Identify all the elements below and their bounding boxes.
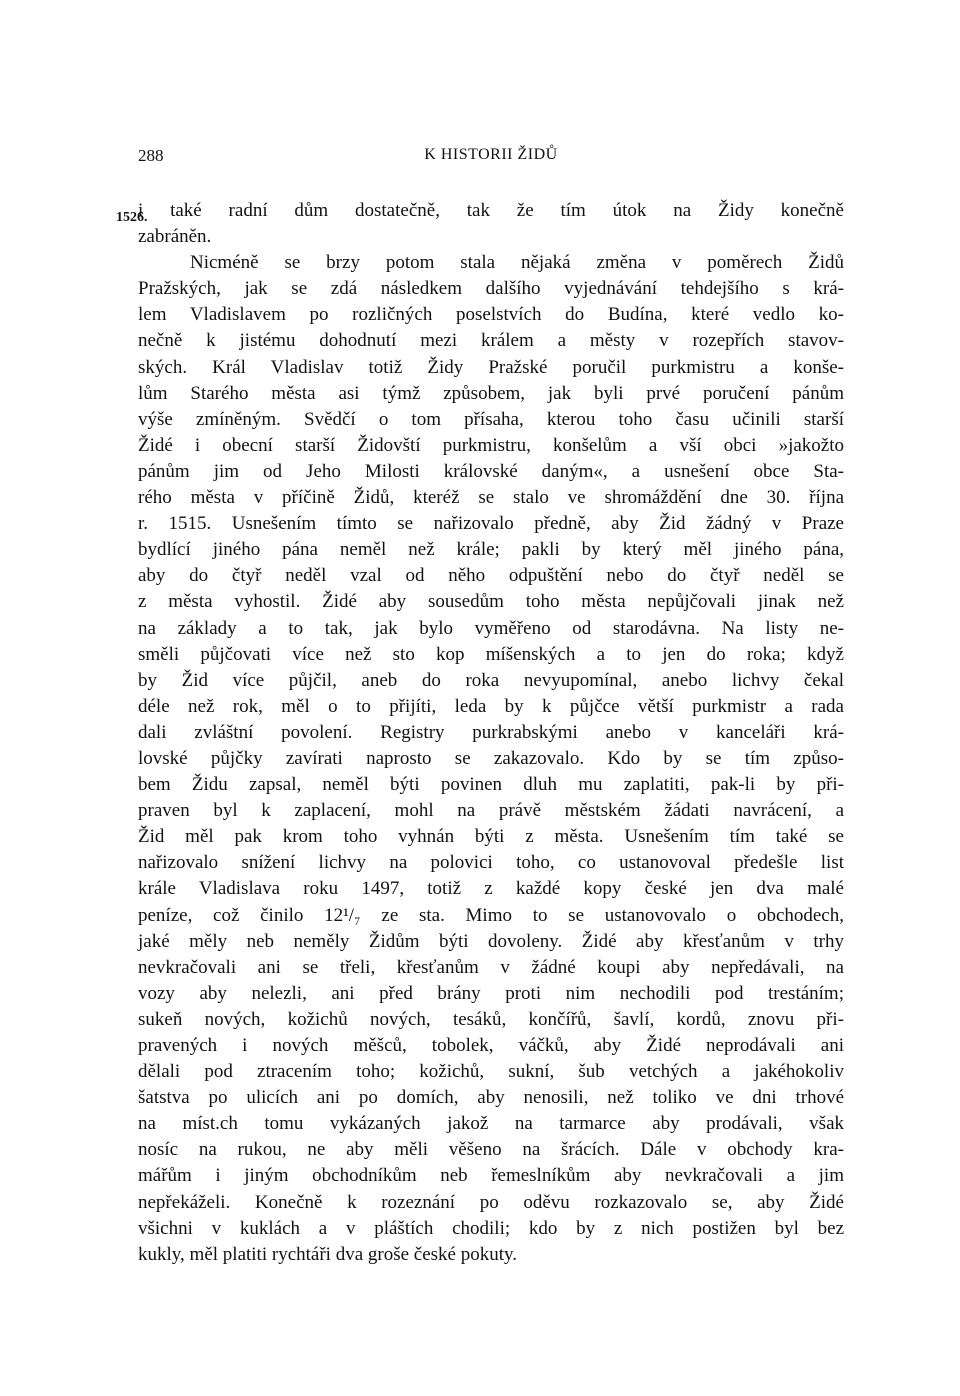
text-line: jaké měly neb neměly Židům býti dovoleny. Židé aby křesťanům v trhy (138, 930, 844, 952)
text-line: směli půjčovati více než sto kop míšenských a to jen do roka; když (138, 643, 844, 665)
text-line: ských. Král Vladislav totiž Židy Pražské poručil purkmistru a konše- (138, 356, 844, 378)
text-line: z města vyhostil. Židé aby sousedům toho města nepůjčovali jinak než (138, 591, 844, 613)
text-line: nečně k jistému dohodnutí mezi králem a městy v rozepřích stavov- (138, 330, 844, 352)
text-line: Pražských, jak se zdá následkem dalšího vyjednávání tehdejšího s krá- (138, 278, 844, 300)
text-line: zabráněn. (138, 226, 212, 248)
text-line: vozy aby nelezli, ani před brány proti nim nechodili pod trestáním; (138, 982, 844, 1004)
text-line: rého města v příčině Židů, kteréž se stalo ve shromáždění dne 30. října (138, 487, 844, 509)
text-line: na základy a to tak, jak bylo vyměřeno od starodávna. Na listy ne- (138, 617, 844, 639)
body-text (138, 198, 844, 1268)
page-number: 288 (138, 146, 164, 165)
text-line: bydlící jiného pána neměl než krále; pakli by který měl jiného pána, (138, 539, 844, 561)
text-line: kukly, měl platiti rychtáři dva groše české pokuty. (138, 1243, 518, 1265)
text-line: nařizovalo snížení lichvy na polovici toho, co ustanovoval předešle list (138, 852, 844, 874)
text-line: r. 1515. Usnešením tímto se nařizovalo předně, aby Žid žádný v Praze (138, 513, 844, 535)
text-line: krále Vladislava roku 1497, totiž z každé kopy české jen dva malé (138, 878, 844, 900)
text-line: na míst.ch tomu vykázaných jakož na tarmarce aby prodávali, však (138, 1113, 844, 1135)
text-line: dali zvláštní povolení. Registry purkrabskými anebo v kanceláři krá- (138, 721, 844, 743)
margin-year-note: 1526. (116, 210, 148, 225)
running-head: K HISTORII ŽIDŮ (424, 146, 558, 163)
text-line: nevkračovali ani se třeli, křesťanům v žádné koupi aby nepředávali, na (138, 956, 844, 978)
text-line: nosíc na rukou, ne aby měli věšeno na šrácích. Dále v obchody kra- (138, 1139, 844, 1161)
text-line: výše zmíněným. Svědčí o tom přísaha, kterou toho času učinili starší (138, 408, 844, 430)
text-line: déle než rok, měl o to přijíti, leda by k půjčce větší purkmistr a rada (138, 695, 844, 717)
text-line: mářům i jiným obchodníkům neb řemeslníkům aby nevkračovali a jim (138, 1165, 844, 1187)
text-line: lem Vladislavem po rozličných poselstvích do Budína, které vedlo ko- (138, 304, 844, 326)
text-line: Nicméně se brzy potom stala nějaká změna v poměrech Židů (190, 252, 844, 274)
text-line: nepřekáželi. Konečně k rozeznání po oděvu rozkazovalo se, aby Židé (138, 1191, 844, 1213)
page-header (138, 146, 844, 170)
text-line: dělali pod ztracením toho; kožichů, sukní, šub vetchých a jakéhokoliv (138, 1061, 844, 1083)
text-line: aby do čtyř neděl vzal od něho odpuštění nebo do čtyř neděl se (138, 565, 844, 587)
text-line: pravených i nových měšců, tobolek, váčků, aby Židé neprodávali ani (138, 1035, 844, 1056)
text-line: lům Starého města asi týmž způsobem, jak byli prvé poručení pánům (138, 382, 844, 404)
text-line: pánům jim od Jeho Milosti královské daným«, a usnešení obce Sta- (138, 460, 844, 482)
text-line: bem Židu zapsal, neměl býti povinen dluh mu zaplatiti, pak-li by při- (138, 774, 844, 796)
text-line: Židé i obecní starší Židovští purkmistru, konšelům a vší obci »jakožto (138, 434, 844, 456)
text-line: i také radní dům dostatečně, tak že tím útok na Židy konečně (138, 200, 844, 221)
text-line: lovské půjčky zavírati naprosto se zakazovalo. Kdo by se tím způso- (138, 747, 844, 769)
text-line: Žid měl pak krom toho vyhnán býti z města. Usnešením tím také se (138, 826, 844, 848)
text-line: praven byl k zaplacení, mohl na právě městském žádati navrácení, a (138, 800, 844, 822)
text-line: všichni v kuklách a v pláštích chodili; kdo by z nich postižen byl bez (138, 1217, 844, 1239)
text-line: sukeň nových, kožichů nových, tesáků, končířů, šavlí, kordů, znovu při- (138, 1008, 844, 1030)
text-line: šatstva po ulicích ani po domích, aby nenosili, než toliko ve dni trhové (138, 1087, 844, 1109)
text-line: peníze, což činilo 12¹/₇ ze sta. Mimo to se ustanovovalo o obchodech, (138, 904, 844, 926)
text-line: by Žid více půjčil, aneb do roka nevyupomínal, anebo lichvy čekal (138, 669, 844, 691)
